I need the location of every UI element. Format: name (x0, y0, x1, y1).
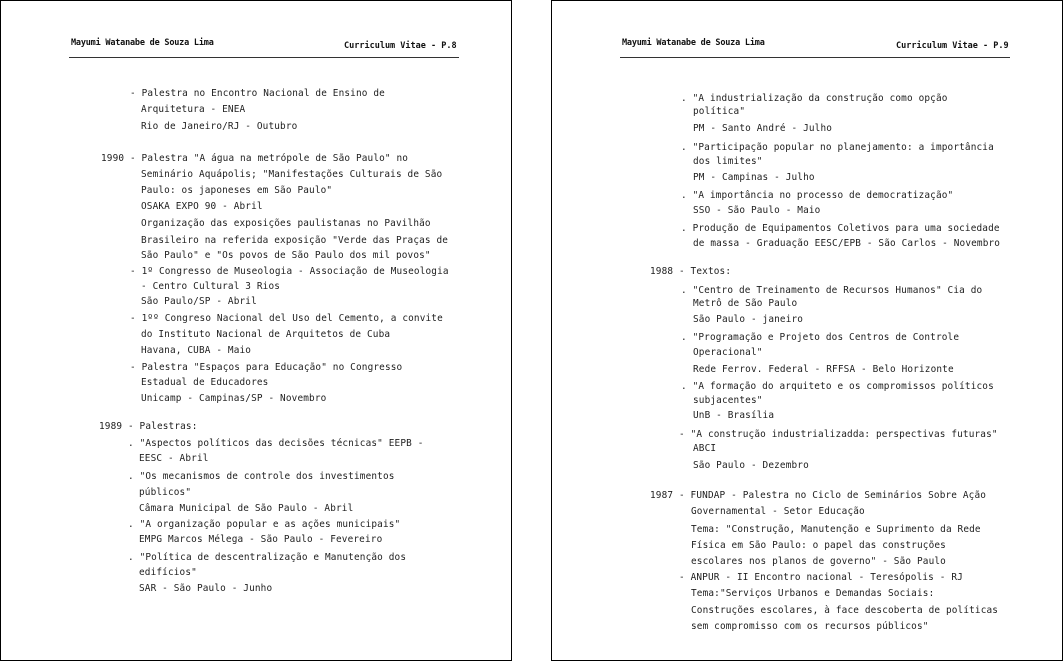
text-line: São Paulo" e "Os povos de São Paulo dos mil povos" (141, 250, 431, 261)
text-line: do Instituto Nacional de Arquitetos de Cuba (141, 329, 391, 340)
text-line: . "Programação e Projeto dos Centros de Controle (681, 332, 960, 343)
text-line: São Paulo - janeiro (693, 314, 804, 325)
text-line: Rio de Janeiro/RJ - Outubro (141, 121, 298, 132)
header-rule (620, 57, 1010, 58)
text-line: Tema:"Serviços Urbanos e Demandas Sociais: (691, 588, 935, 599)
text-line: 1987 - FUNDAP - Palestra no Ciclo de Seminários Sobre Ação (650, 490, 987, 501)
text-line: . "A formação do arquiteto e os compromissos políticos (681, 381, 994, 392)
header-page-title: Curriculum Vitae - P.8 (344, 41, 457, 51)
text-line: . "A importância no processo de democratização" (681, 190, 954, 201)
text-line: de massa - Graduação EESC/EPB - São Carlos - Novembro (693, 238, 1001, 249)
text-line: política" (693, 106, 746, 117)
text-line: Câmara Municipal de São Paulo - Abril (139, 503, 354, 514)
text-line: Rede Ferrov. Federal - RFFSA - Belo Horizonte (693, 364, 954, 375)
cv-page-9 (551, 0, 1063, 661)
header-page-title: Curriculum Vitae - P.9 (896, 41, 1009, 51)
text-line: sem compromisso com os recursos públicos" (691, 621, 929, 632)
text-line: EESC - Abril (139, 453, 209, 464)
text-line: públicos" (139, 487, 192, 498)
text-line: - ANPUR - II Encontro nacional - Teresópolis - RJ (679, 572, 963, 583)
text-line: Havana, CUBA - Maio (141, 345, 252, 356)
text-line: - Palestra "Espaços para Educação" no Congresso (130, 362, 403, 373)
text-line: Organização das exposições paulistanas no Pavilhão (141, 218, 431, 229)
text-line: SAR - São Paulo - Junho (139, 583, 273, 594)
text-line: Governamental - Setor Educação (691, 506, 865, 517)
text-line: escolares nos planos de governo" - São Paulo (691, 556, 946, 567)
header-author-name: Mayumi Watanabe de Souza Lima (622, 38, 765, 48)
text-line: ABCI (693, 443, 717, 454)
text-line: . "Centro de Treinamento de Recursos Humanos" Cia do (681, 285, 983, 296)
text-line: Metrô de São Paulo (693, 298, 798, 309)
text-line: EMPG Marcos Mélega - São Paulo - Fevereiro (139, 534, 383, 545)
text-line: . "Participação popular no planejamento: a importância (681, 142, 994, 153)
text-line: Seminário Aquápolis; "Manifestações Culturais de São (141, 169, 443, 180)
text-line: - "A construção industrializadda: perspectivas futuras" (679, 429, 998, 440)
text-line: . "A industrialização da construção como opção (681, 93, 948, 104)
text-line: PM - Campinas - Julho (693, 172, 815, 183)
text-line: Construções escolares, à face descoberta de políticas (691, 605, 999, 616)
text-line: Arquitetura - ENEA (141, 104, 246, 115)
text-line: . "Política de descentralização e Manutenção dos (128, 552, 407, 563)
cv-page-8 (0, 0, 512, 661)
text-line: subjacentes" (693, 395, 763, 406)
text-line: PM - Santo André - Julho (693, 123, 833, 134)
text-line: - 1ºº Congreso Nacional del Uso del Cemento, a convite (130, 313, 443, 324)
text-line: . Produção de Equipamentos Coletivos para uma sociedade (681, 223, 1000, 234)
text-line: 1990 - Palestra "A água na metrópole de São Paulo" no (101, 153, 409, 164)
text-line: dos limites" (693, 156, 763, 167)
header-author-name: Mayumi Watanabe de Souza Lima (71, 38, 214, 48)
text-line: OSAKA EXPO 90 - Abril (141, 201, 263, 212)
text-line: Estadual de Educadores (141, 377, 269, 388)
text-line: Brasileiro na referida exposição "Verde das Praças de (141, 235, 449, 246)
text-line: Paulo: os japoneses em São Paulo" (141, 185, 333, 196)
text-line: 1989 - Palestras: (99, 421, 198, 432)
text-line: Física em São Paulo: o papel das construções (691, 540, 946, 551)
text-line: - Centro Cultural 3 Rios (141, 281, 281, 292)
text-line: edifícios" (139, 567, 197, 578)
text-line: . "Os mecanismos de controle dos investimentos (128, 471, 395, 482)
text-line: São Paulo - Dezembro (693, 460, 809, 471)
text-line: São Paulo/SP - Abril (141, 296, 257, 307)
text-line: 1988 - Textos: (650, 266, 732, 277)
header-rule (69, 57, 459, 58)
text-line: SSO - São Paulo - Maio (693, 205, 821, 216)
text-line: . "Aspectos políticos das decisões técnicas" EEPB - (128, 438, 424, 449)
text-line: UnB - Brasília (693, 410, 775, 421)
text-line: - 1º Congresso de Museologia - Associação de Museologia (130, 266, 449, 277)
text-line: Operacional" (693, 347, 763, 358)
text-line: Tema: "Construção, Manutenção e Suprimento da Rede (691, 524, 981, 535)
text-line: . "A organização popular e as ações municipais" (128, 519, 401, 530)
text-line: Unicamp - Campinas/SP - Novembro (141, 393, 327, 404)
text-line: - Palestra no Encontro Nacional de Ensino de (130, 88, 385, 99)
